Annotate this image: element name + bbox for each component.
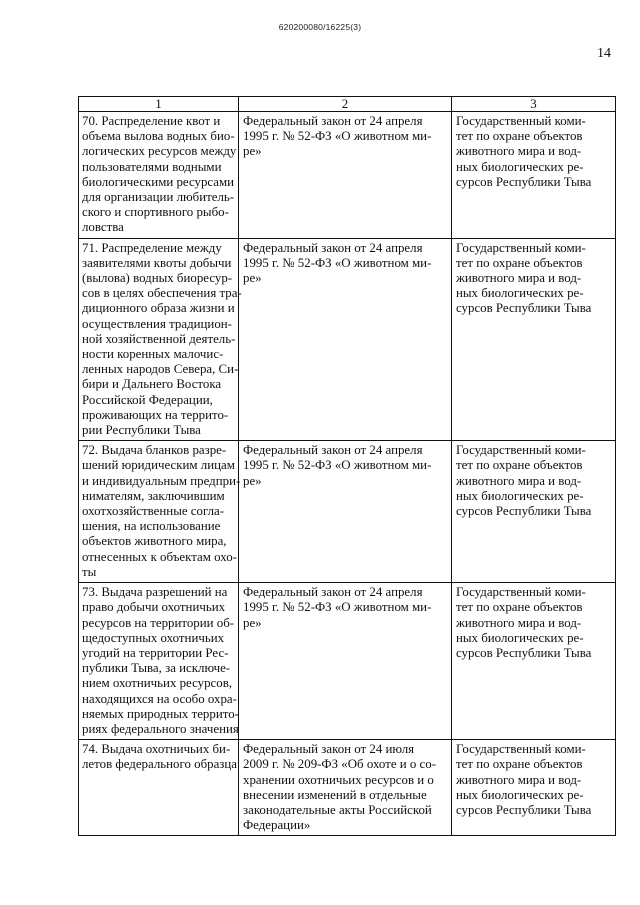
responsible-authority-cell <box>452 238 616 441</box>
cell-text-line: заявителями квоты добычи <box>82 255 232 270</box>
cell-text-line: законодательные акты Российской <box>243 802 432 817</box>
legal-basis-cell <box>239 441 452 583</box>
service-name-cell <box>79 740 239 836</box>
cell-text-line: Государственный коми- <box>456 585 586 600</box>
cell-text-line: тет по охране объектов <box>456 600 583 615</box>
cell-text-line: животного мира и вод- <box>456 615 582 630</box>
column-header-1: 1 <box>79 97 239 112</box>
cell-text-line: 2009 г. № 209-ФЗ «Об охоте и о со- <box>243 757 437 772</box>
cell-text-line: нием охотничьих ресурсов, <box>82 676 233 691</box>
cell-text-line: угодий на территории Рес- <box>82 645 229 660</box>
cell-text-line: ных биологических ре- <box>456 159 584 174</box>
responsible-authority-cell <box>452 740 616 836</box>
cell-text-line: 71. Распределение между <box>82 240 222 255</box>
cell-text-line: ловства <box>82 220 124 235</box>
cell-text-line: логических ресурсов между <box>82 144 237 159</box>
cell-text-line: Федеральный закон от 24 апреля <box>243 240 423 255</box>
cell-text-line: ленных народов Севера, Си- <box>82 362 239 377</box>
cell-text-line: и индивидуальным предпри- <box>82 473 241 488</box>
cell-text-line: право добычи охотничьих <box>82 600 226 615</box>
cell-text-line: объема вылова водных био- <box>82 129 235 144</box>
cell-text-line: животного мира и вод- <box>456 271 582 286</box>
cell-text-line: публики Тыва, за исключе- <box>82 661 231 676</box>
cell-text-line: ных биологических ре- <box>456 630 584 645</box>
cell-text-line: сурсов Республики Тыва <box>456 174 592 189</box>
cell-text-line: (вылова) водных биоресур- <box>82 271 233 286</box>
cell-text-line: сурсов Республики Тыва <box>456 301 592 316</box>
cell-text-line: Российской Федерации, <box>82 392 213 407</box>
cell-text-line: сурсов Республики Тыва <box>456 645 592 660</box>
cell-text-line: ных биологических ре- <box>456 488 584 503</box>
cell-text-line: риях федерального значения <box>82 721 239 736</box>
cell-text-line: животного мира и вод- <box>456 772 582 787</box>
table-row <box>79 112 616 239</box>
cell-text-line: рии Республики Тыва <box>82 423 201 438</box>
cell-text-line: внесении изменений в отдельные <box>243 787 427 802</box>
cell-text-line: 1995 г. № 52-ФЗ «О животном ми- <box>243 129 432 144</box>
cell-text-line: сурсов Республики Тыва <box>456 504 592 519</box>
cell-text-line: диционного образа жизни и <box>82 301 235 316</box>
cell-text-line: Государственный коми- <box>456 742 586 757</box>
cell-text-line: Федерации» <box>243 818 311 833</box>
column-header-2: 2 <box>239 97 452 112</box>
cell-text-line: ре» <box>243 271 262 286</box>
responsible-authority-cell <box>452 441 616 583</box>
cell-text-line: ре» <box>243 473 262 488</box>
cell-text-line: сов в целях обеспечения тра- <box>82 286 242 301</box>
cell-text-line: проживающих на террито- <box>82 407 229 422</box>
legal-basis-cell <box>239 238 452 441</box>
cell-text-line: 1995 г. № 52-ФЗ «О животном ми- <box>243 458 432 473</box>
cell-text-line: ского и спортивного рыбо- <box>82 205 229 220</box>
cell-text-line: тет по охране объектов <box>456 129 583 144</box>
cell-text-line: 74. Выдача охотничьих би- <box>82 742 231 757</box>
cell-text-line: тет по охране объектов <box>456 458 583 473</box>
service-name-cell <box>79 583 239 740</box>
cell-text-line: 1995 г. № 52-ФЗ «О животном ми- <box>243 600 432 615</box>
cell-text-line: хранении охотничьих ресурсов и о <box>243 772 434 787</box>
cell-text-line: ной хозяйственной деятель- <box>82 331 236 346</box>
page-number: 14 <box>597 46 611 61</box>
legal-basis-cell <box>239 112 452 239</box>
cell-text-line: биологическими ресурсами <box>82 174 235 189</box>
cell-text-line: ных биологических ре- <box>456 787 584 802</box>
cell-text-line: Государственный коми- <box>456 240 586 255</box>
legal-basis-cell <box>239 583 452 740</box>
cell-text-line: 1995 г. № 52-ФЗ «О животном ми- <box>243 255 432 270</box>
services-table <box>78 96 616 836</box>
cell-text-line: для организации любитель- <box>82 190 235 205</box>
cell-text-line: охотхозяйственные согла- <box>82 504 225 519</box>
cell-text-line: осуществления традицион- <box>82 316 232 331</box>
cell-text-line: Государственный коми- <box>456 114 586 128</box>
cell-text-line: шения, на использование <box>82 519 221 534</box>
cell-text-line: животного мира и вод- <box>456 144 582 159</box>
cell-text-line: 70. Распределение квот и <box>82 114 221 128</box>
cell-text-line: летов федерального образца <box>82 757 238 772</box>
table-row <box>79 740 616 836</box>
service-name-cell <box>79 441 239 583</box>
cell-text-line: ных биологических ре- <box>456 286 584 301</box>
cell-text-line: ре» <box>243 144 262 159</box>
service-name-cell <box>79 238 242 441</box>
cell-text-line: пользователями водными <box>82 159 222 174</box>
cell-text-line: бири и Дальнего Востока <box>82 377 222 392</box>
cell-text-line: тет по охране объектов <box>456 255 583 270</box>
cell-text-line: ности коренных малочис- <box>82 347 224 362</box>
service-name-cell <box>79 112 239 239</box>
cell-text-line: 72. Выдача бланков разре- <box>82 443 227 458</box>
cell-text-line: отнесенных к объектам охо- <box>82 549 237 564</box>
cell-text-line: нимателям, заключившим <box>82 488 225 503</box>
cell-text-line: Федеральный закон от 24 апреля <box>243 585 423 600</box>
cell-text-line: шений юридическим лицам <box>82 458 235 473</box>
cell-text-line: Государственный коми- <box>456 443 586 458</box>
table-row <box>79 583 616 740</box>
cell-text-line: ре» <box>243 615 262 630</box>
table-row <box>79 441 616 583</box>
legal-basis-cell <box>239 740 452 836</box>
table-header-row <box>79 97 616 112</box>
cell-text-line: Федеральный закон от 24 июля <box>243 742 415 757</box>
cell-text-line: ты <box>82 564 97 579</box>
cell-text-line: няемых природных террито- <box>82 706 239 721</box>
cell-text-line: животного мира и вод- <box>456 473 582 488</box>
cell-text-line: 73. Выдача разрешений на <box>82 585 228 600</box>
cell-text-line: Федеральный закон от 24 апреля <box>243 443 423 458</box>
cell-text-line: тет по охране объектов <box>456 757 583 772</box>
cell-text-line: Федеральный закон от 24 апреля <box>243 114 423 128</box>
document-id: 620200080/16225(3) <box>278 22 362 32</box>
column-header-3: 3 <box>452 97 616 112</box>
table-row <box>79 238 616 441</box>
cell-text-line: ресурсов на территории об- <box>82 615 235 630</box>
cell-text-line: находящихся на особо охра- <box>82 691 237 706</box>
cell-text-line: щедоступных охотничьих <box>82 630 225 645</box>
responsible-authority-cell <box>452 112 616 239</box>
responsible-authority-cell <box>452 583 616 740</box>
cell-text-line: сурсов Республики Тыва <box>456 802 592 817</box>
cell-text-line: объектов животного мира, <box>82 534 227 549</box>
